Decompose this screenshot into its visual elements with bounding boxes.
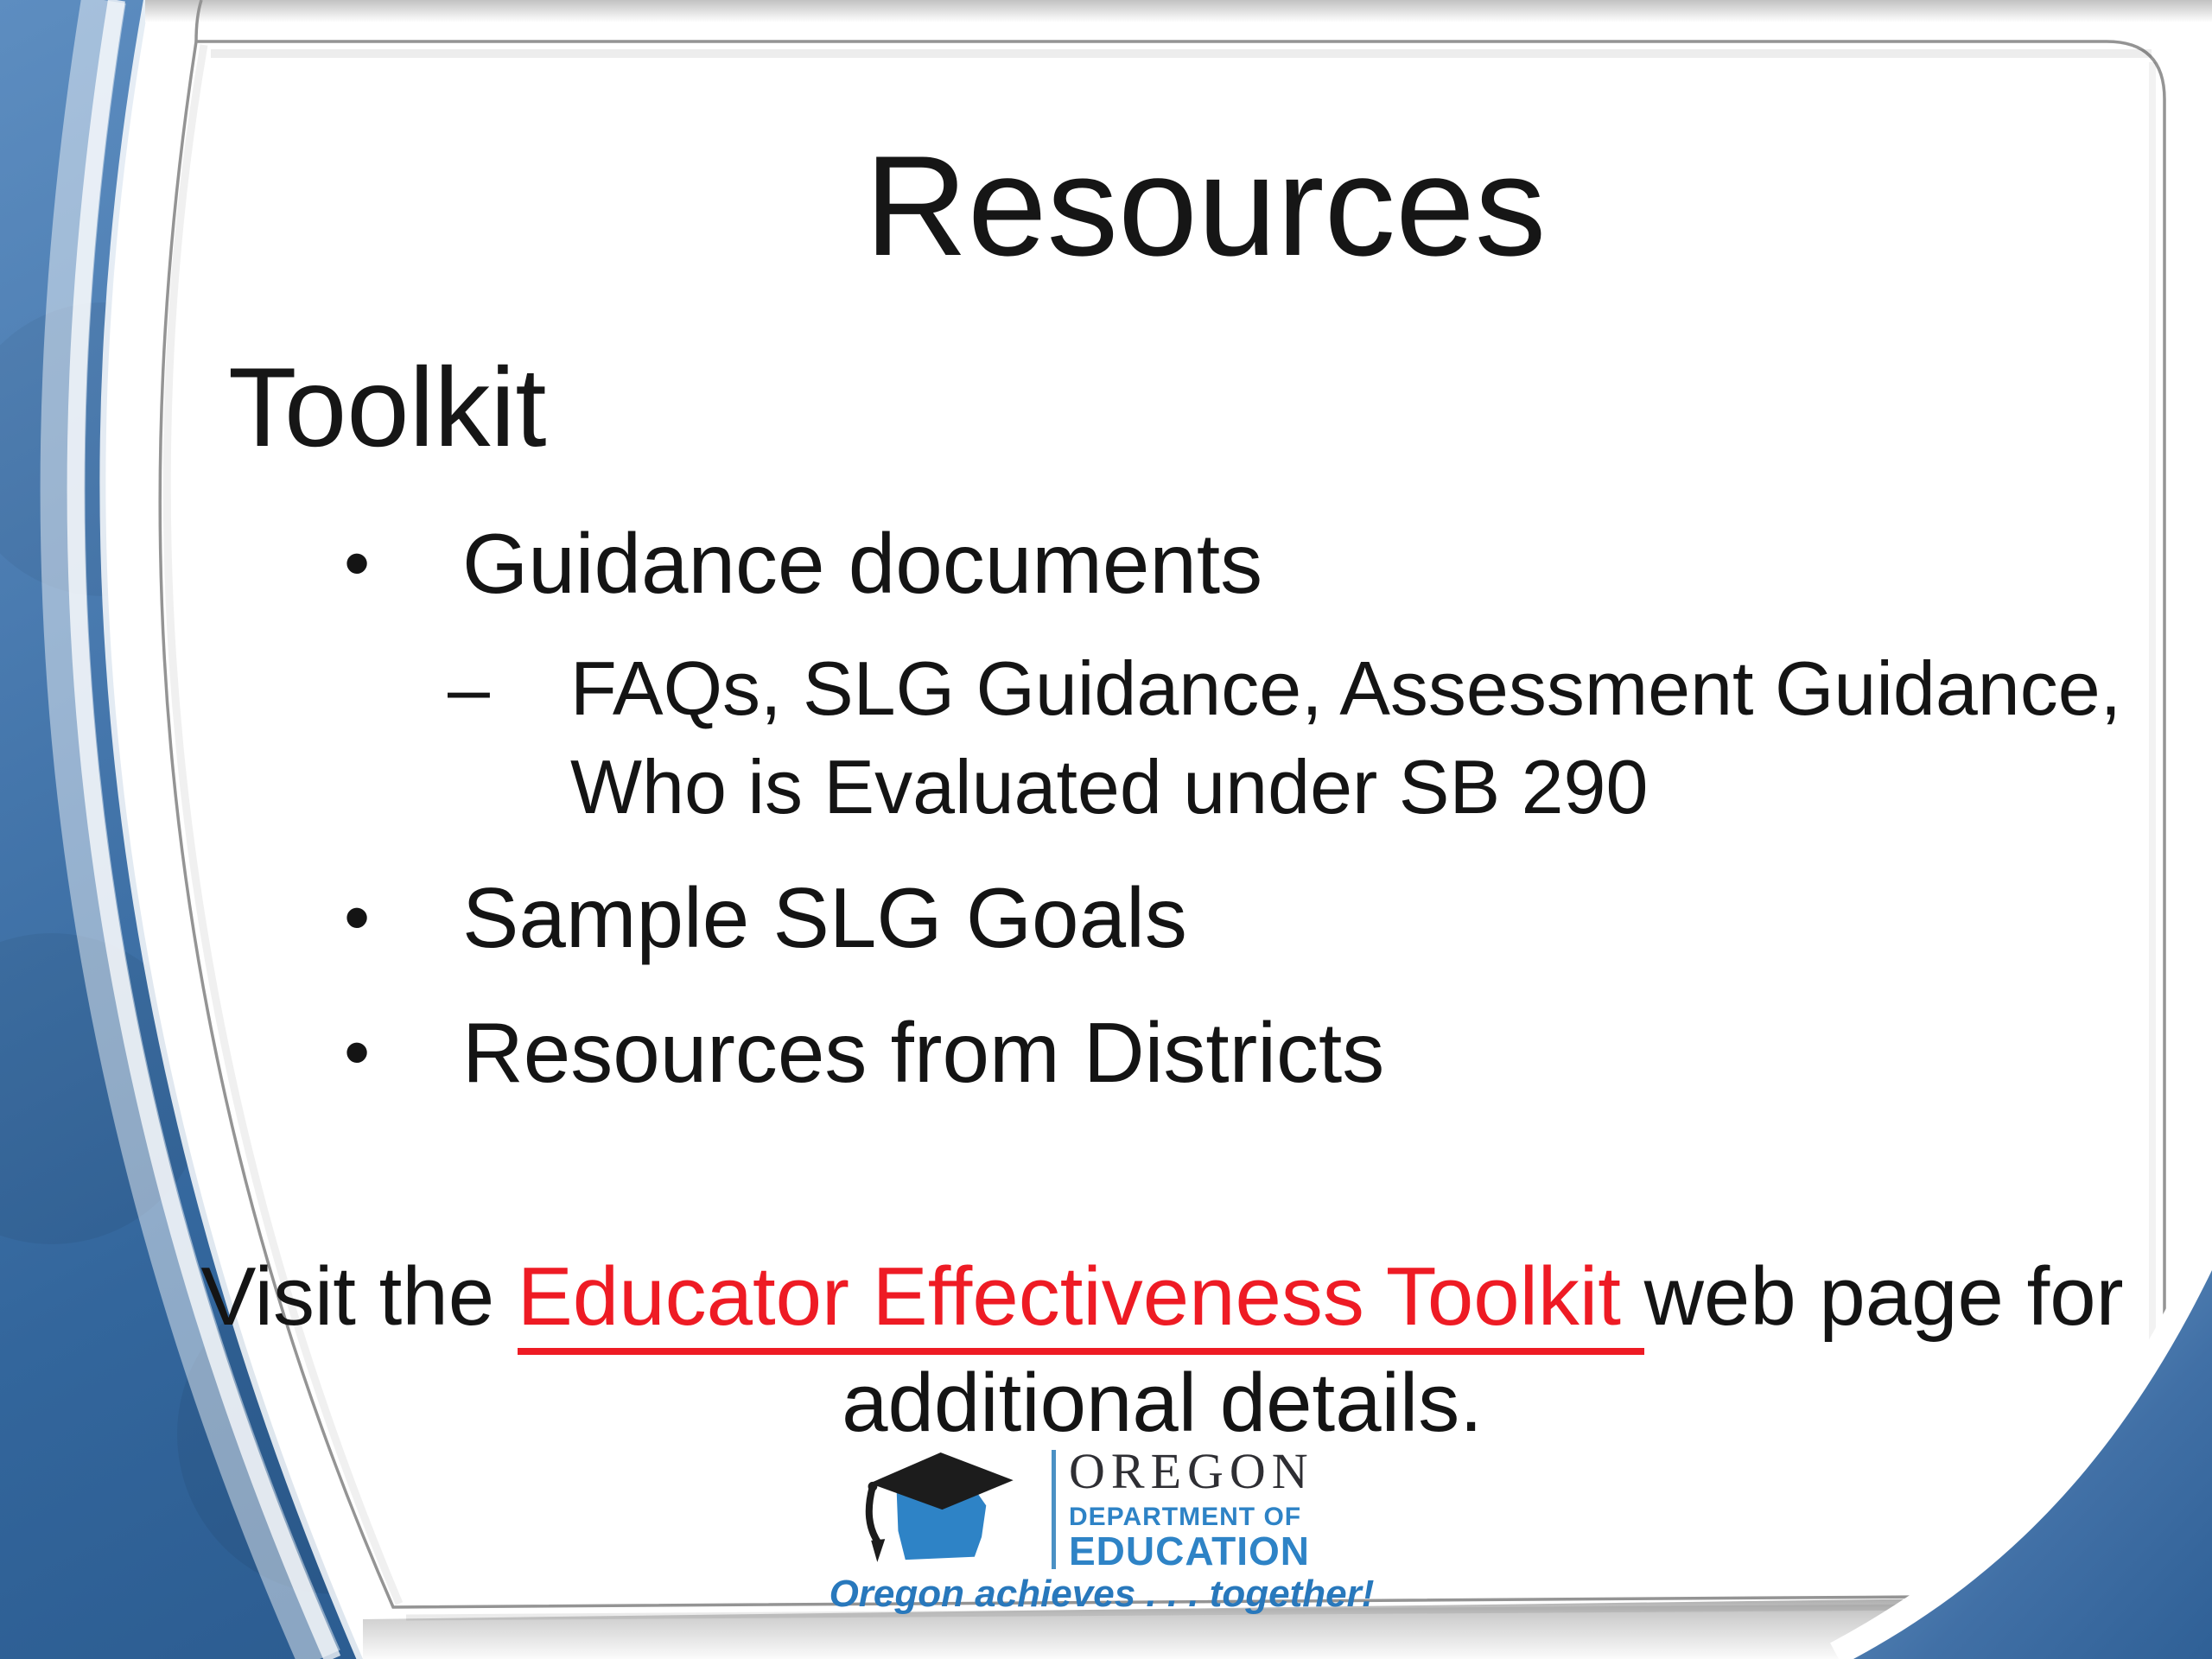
footer-note <box>199 1244 2126 1457</box>
logo-dept-line1: DEPARTMENT OF <box>1069 1503 1302 1531</box>
logo-divider <box>1052 1450 1056 1569</box>
bullet-item <box>344 869 1187 967</box>
logo-tagline: Oregon achieves . . . together! <box>829 1573 1375 1615</box>
bullet-icon: • <box>344 1011 371 1094</box>
educator-effectiveness-toolkit-link[interactable]: Educator Effectiveness Toolkit <box>518 1250 1644 1355</box>
bullet-icon: • <box>344 876 371 959</box>
bullet-item <box>344 1004 1384 1102</box>
footer-prefix: Visit the <box>200 1250 518 1343</box>
bullet-text: Guidance documents <box>462 516 1263 611</box>
bullet-icon: • <box>344 522 371 605</box>
page-title: Resources <box>864 126 1547 285</box>
bullet-text: Sample SLG Goals <box>462 870 1187 965</box>
ode-logo <box>829 1443 1375 1618</box>
sub-bullet-item <box>448 639 2126 837</box>
footer-suffix: web page for additional details. <box>842 1250 2124 1449</box>
sub-bullet-text: FAQs, SLG Guidance, Assessment Guidance, Who is Evaluated under SB 290 <box>570 645 2122 830</box>
logo-dept-line2: EDUCATION <box>1069 1528 1311 1573</box>
bullet-text: Resources from Districts <box>462 1005 1385 1100</box>
section-heading: Toolkit <box>228 344 547 470</box>
dash-icon: – <box>448 645 490 731</box>
graduation-cap-icon <box>851 1445 1039 1576</box>
logo-org-name: OREGON <box>1069 1443 1314 1499</box>
bullet-item <box>344 515 1262 613</box>
